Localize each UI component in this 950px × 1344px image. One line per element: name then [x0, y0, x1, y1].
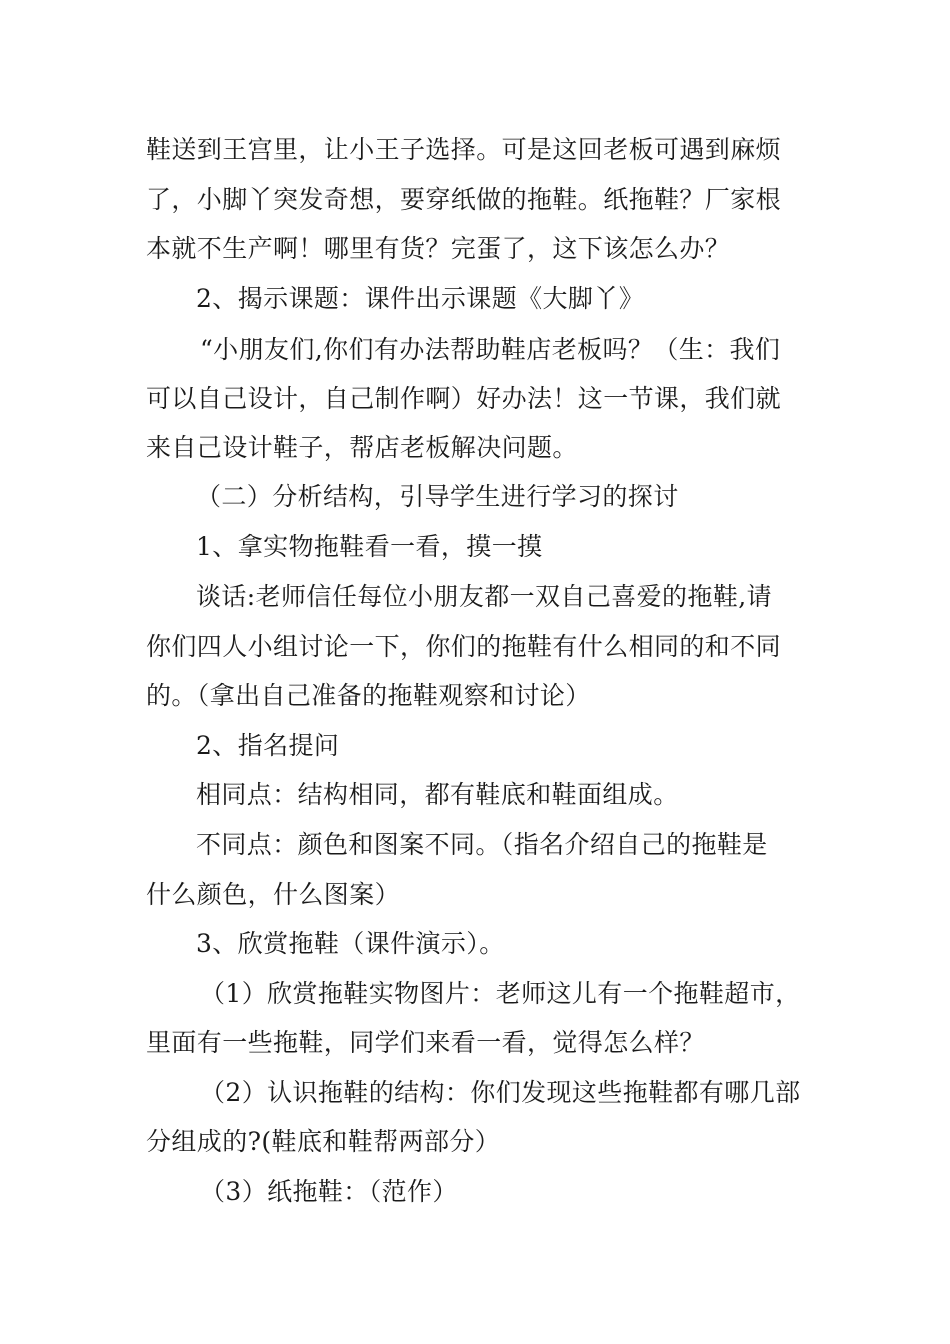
text-line-10: 谈话:老师信任每位小朋友都一双自己喜爱的拖鞋,请 [196, 582, 772, 611]
text-line-14: 相同点：结构相同，都有鞋底和鞋面组成。 [196, 780, 679, 809]
text-line-11: 你们四人小组讨论一下，你们的拖鞋有什么相同的和不同 [146, 632, 782, 661]
text-line-7: 来自己设计鞋子，帮店老板解决问题。 [146, 433, 578, 462]
text-line-20: （2）认识拖鞋的结构：你们发现这些拖鞋都有哪几部 [200, 1078, 801, 1107]
text-line-4: 2、揭示课题：课件出示课题《大脚丫》 [196, 284, 645, 313]
text-line-9: 1、拿实物拖鞋看一看，摸一摸 [196, 532, 543, 561]
text-line-3: 本就不生产啊！哪里有货？完蛋了，这下该怎么办？ [146, 234, 731, 263]
text-line-12: 的。（拿出自己准备的拖鞋观察和讨论） [146, 681, 591, 710]
text-line-21: 分组成的?(鞋底和鞋帮两部分） [146, 1127, 501, 1156]
text-line-13: 2、指名提问 [196, 731, 340, 760]
text-line-6: 可以自己设计，自己制作啊）好办法！这一节课，我们就 [146, 384, 782, 413]
text-line-17: 3、欣赏拖鞋（课件演示）。 [196, 929, 505, 958]
text-line-18: （1）欣赏拖鞋实物图片：老师这儿有一个拖鞋超市， [200, 979, 801, 1008]
text-line-5: “小朋友们,你们有办法帮助鞋店老板吗？（生：我们 [200, 335, 781, 364]
text-line-2: 了，小脚丫突发奇想，要穿纸做的拖鞋。纸拖鞋？厂家根 [146, 185, 782, 214]
text-line-1: 鞋送到王宫里，让小王子选择。可是这回老板可遇到麻烦 [146, 135, 782, 164]
text-line-22: （3）纸拖鞋：（范作） [200, 1177, 458, 1206]
text-line-16: 什么颜色，什么图案） [146, 880, 401, 909]
text-line-8: （二）分析结构，引导学生进行学习的探讨 [196, 482, 679, 511]
text-line-19: 里面有一些拖鞋，同学们来看一看，觉得怎么样？ [146, 1028, 705, 1057]
text-line-15: 不同点：颜色和图案不同。（指名介绍自己的拖鞋是 [196, 830, 768, 859]
